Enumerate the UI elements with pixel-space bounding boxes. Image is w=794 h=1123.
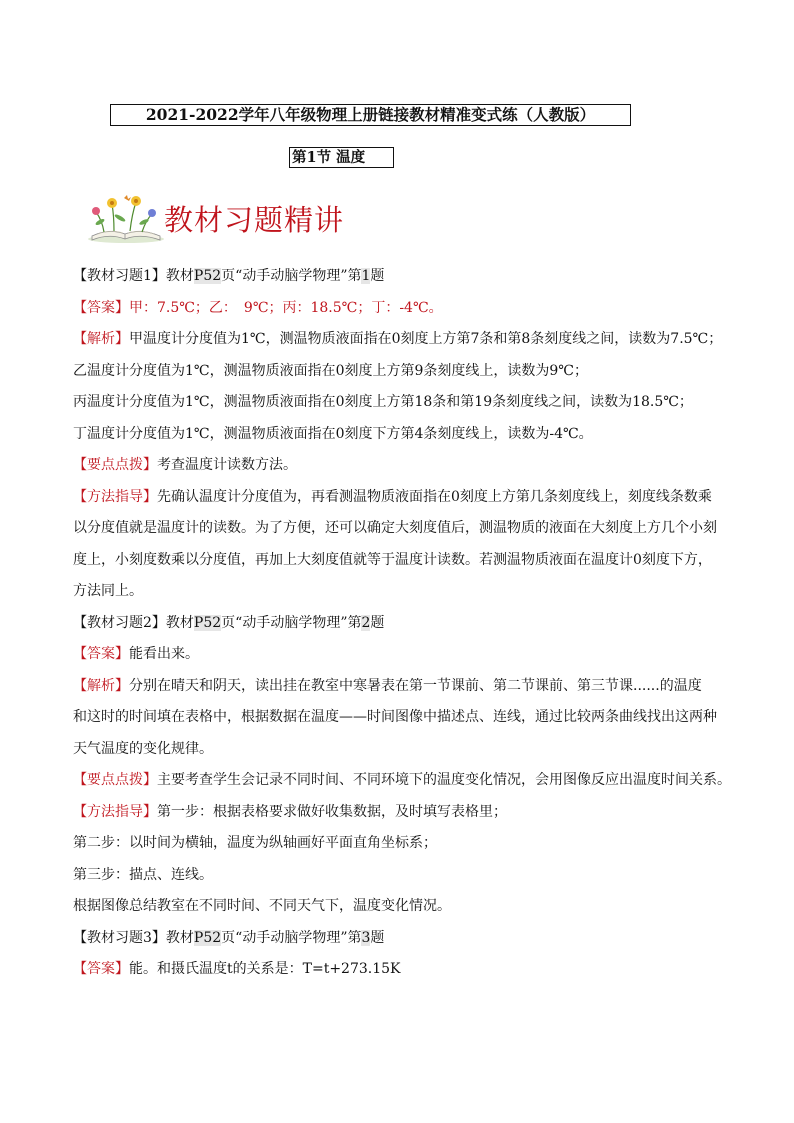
banner-title: 教材习题精讲: [164, 203, 345, 237]
section-banner: [84, 192, 404, 244]
question-1-method-line: 度上，小刻度数乘以分度值，再加上大刻度值就等于温度计读数。若测温物质液面在温度计0刻度下方，: [73, 551, 712, 568]
point-text: 考查温度计读数方法。: [157, 457, 297, 473]
exercise-content: [73, 266, 753, 991]
open-book-with-flowers-icon: [84, 192, 166, 244]
point-text: 主要考查学生会记录不同时间、不同环境下的温度变化情况，会用图像反应出温度时间关系。: [157, 772, 731, 788]
question-2-method-line: 第二步：以时间为横轴，温度为纵轴画好平面直角坐标系；: [73, 835, 437, 851]
question-1-analysis-line: [73, 329, 753, 361]
method-tag: 【方法指导】: [73, 803, 157, 820]
analysis-tag: 【解析】: [73, 331, 129, 347]
method-text: 第一步：根据表格要求做好收集数据，及时填写表格里；: [157, 803, 507, 820]
question-3-tag: 【教材习题3】: [73, 929, 166, 946]
question-3-answer: [73, 959, 753, 991]
question-1-post: 题: [370, 268, 385, 284]
question-3-pre: 教材: [165, 929, 194, 946]
question-2-method-line: 根据图像总结教室在不同时间、不同天气下，温度变化情况。: [73, 898, 451, 914]
question-3-header: [73, 928, 753, 960]
question-1-point: [73, 455, 753, 487]
question-1-analysis-line: 丙温度计分度值为1℃，测温物质液面指在0刻度上方第18条和第19条刻度线之间，读数为18.5℃；: [73, 394, 693, 410]
question-3-page: P52: [193, 929, 222, 946]
question-1-analysis-line: 乙温度计分度值为1℃，测温物质液面指在0刻度上方第9条刻度线上，读数为9℃；: [73, 362, 588, 379]
question-1-page: P52: [193, 268, 222, 284]
method-tag: 【方法指导】: [73, 488, 157, 505]
question-2-analysis-line: 和这时的时间填在表格中，根据数据在温度——时间图像中描述点、连线，通过比较两条曲线找出这两种: [73, 709, 717, 725]
question-2-header: [73, 613, 753, 645]
answer-tag: 【答案】: [73, 646, 129, 662]
question-2-analysis-line: 天气温度的变化规律。: [73, 740, 213, 757]
question-2-method-line: 第三步：描点、连线。: [73, 866, 213, 883]
analysis-tag: 【解析】: [73, 677, 129, 694]
question-2-page: P52: [193, 614, 222, 631]
question-1-number: 1: [361, 268, 371, 284]
answer-text: 能看出来。: [129, 646, 199, 662]
question-3-number: 3: [361, 929, 371, 946]
analysis-text: 分别在晴天和阴天，读出挂在教室中寒暑表在第一节课前、第二节课前、第三节课......的温度: [129, 677, 702, 694]
question-2-pre: 教材: [165, 614, 194, 631]
question-1-analysis-line: 丁温度计分度值为1℃，测温物质液面指在0刻度下方第4条刻度线上，读数为-4℃。: [73, 425, 593, 442]
answer-text: 甲：7.5℃；乙： 9℃；丙：18.5℃；丁：-4℃。: [129, 299, 443, 316]
question-2-mid: 页“动手动脑学物理”第: [221, 614, 362, 631]
question-1-pre: 教材: [165, 268, 194, 284]
question-1-tag: 【教材习题1】: [73, 268, 166, 284]
question-2-method-line: [73, 802, 753, 834]
question-3-post: 题: [370, 929, 385, 946]
question-1-header: [73, 266, 753, 298]
question-1-method-line: 方法同上。: [73, 583, 143, 599]
document-title: 2021-2022学年八年级物理上册链接教材精准变式练（人教版）: [110, 104, 631, 126]
point-tag: 【要点点拨】: [73, 772, 157, 788]
answer-text: 能。和摄氏温度t的关系是：T=t+273.15K: [129, 961, 401, 977]
question-2-analysis-line: [73, 676, 753, 708]
question-2-tag: 【教材习题2】: [73, 614, 166, 631]
point-tag: 【要点点拨】: [73, 457, 157, 473]
question-1-method-line: [73, 487, 753, 519]
question-1-method-line: 以分度值就是温度计的读数。为了方便，还可以确定大刻度值后，测温物质的液面在大刻度上方几个小刻: [73, 520, 717, 536]
section-title: 第1节 温度: [289, 147, 394, 168]
question-2-answer: [73, 644, 753, 676]
question-1-mid: 页“动手动脑学物理”第: [221, 268, 362, 284]
answer-tag: 【答案】: [73, 961, 129, 977]
question-2-point: [73, 770, 753, 802]
question-1-answer: [73, 298, 753, 330]
method-text: 先确认温度计分度值为，再看测温物质液面指在0刻度上方第几条刻度线上，刻度线条数乘: [157, 488, 712, 505]
question-2-number: 2: [361, 614, 371, 631]
answer-tag: 【答案】: [73, 299, 129, 316]
analysis-text: 甲温度计分度值为1℃，测温物质液面指在0刻度上方第7条和第8条刻度线之间，读数为7.5℃；: [129, 331, 723, 347]
question-3-mid: 页“动手动脑学物理”第: [221, 929, 362, 946]
question-2-post: 题: [370, 614, 385, 631]
